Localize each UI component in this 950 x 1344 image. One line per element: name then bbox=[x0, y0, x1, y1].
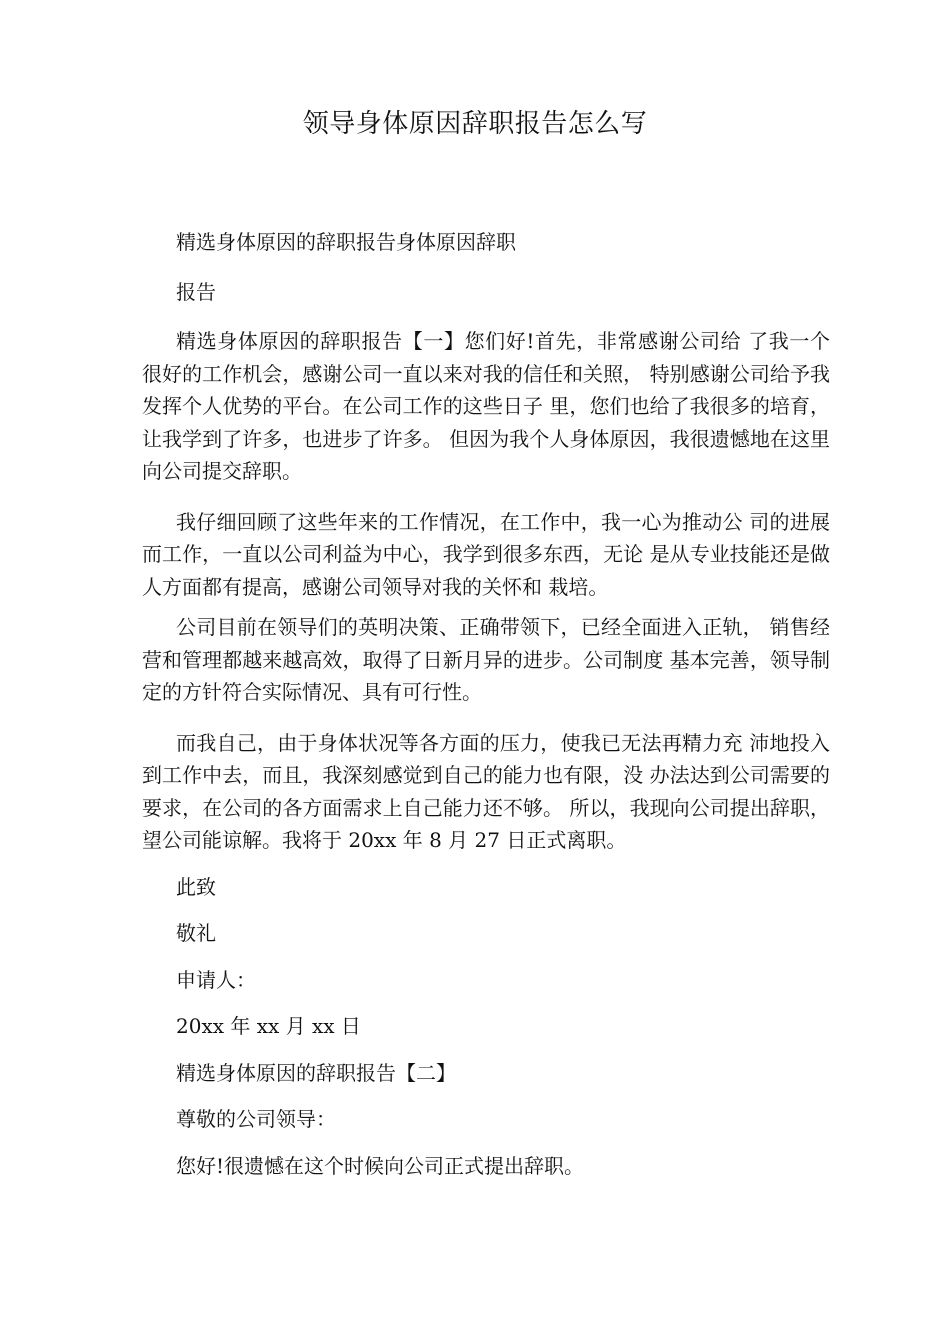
paragraph-4: 而我自己，由于身体状况等各方面的压力，使我已无法再精力充 沛地投入到工作中去，而且，我深刻感觉到自己的能力也有限，没 办法达到公司需要的要求，在公司的各方面需求上自己能力还不够。 所以，我现向公司提出辞职，望公司能谅解。我将于 20xx 年 8 月 27 日正式离职。 bbox=[142, 730, 830, 852]
section-2-heading: 精选身体原因的辞职报告【二】 bbox=[176, 1060, 456, 1085]
document-body bbox=[142, 226, 830, 1182]
heading-line-2: 报告 bbox=[176, 279, 216, 304]
paragraph-2: 我仔细回顾了这些年来的工作情况，在工作中，我一心为推动公 司的进展而工作，一直以公司利益为中心，我学到很多东西，无论 是从专业技能还是做人方面都有提高，感谢公司领导对我的关怀和 栽培。 bbox=[142, 509, 830, 599]
document-title: 领导身体原因辞职报告怎么写 bbox=[302, 109, 648, 139]
closing-line-1: 此致 bbox=[176, 874, 216, 899]
paragraph-1: 精选身体原因的辞职报告【一】您们好!首先，非常感谢公司给 了我一个很好的工作机会，感谢公司一直以来对我的信任和关照， 特别感谢公司给予我发挥个人优势的平台。在公司工作的这些日子 里，您们也给了我很多的培育，让我学到了许多，也进步了许多。 但因为我个人身体原因，我很遗憾地在这里向公司提交辞职。 bbox=[142, 329, 830, 483]
applicant-label: 申请人： bbox=[176, 967, 256, 992]
paragraph-3: 公司目前在领导们的英明决策、正确带领下，已经全面进入正轨， 销售经营和管理都越来越高效，取得了日新月异的进步。公司制度 基本完善，领导制定的方针符合实际情况、具有可行性。 bbox=[142, 615, 830, 704]
opening-line: 您好!很遗憾在这个时候向公司正式提出辞职。 bbox=[176, 1153, 585, 1178]
heading-line-1: 精选身体原因的辞职报告身体原因辞职 bbox=[176, 230, 516, 254]
closing-line-2: 敬礼 bbox=[176, 921, 216, 945]
salutation: 尊敬的公司领导： bbox=[176, 1107, 336, 1131]
date-line: 20xx 年 xx 月 xx 日 bbox=[176, 1014, 361, 1038]
